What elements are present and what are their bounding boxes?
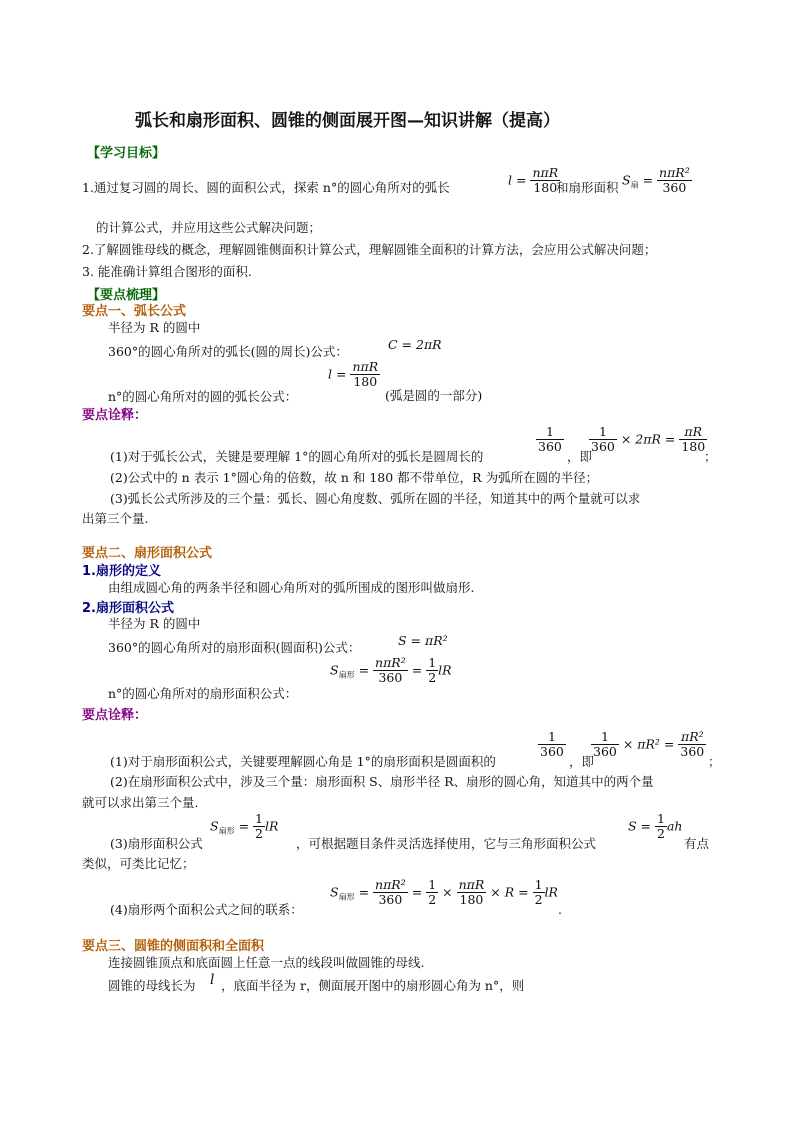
times: ×	[442, 884, 453, 900]
denominator: 360	[593, 744, 617, 760]
s2-note-1: (1)对于扇形面积公式，关键要理解圆心角是 1°的扇形面积是圆面积的	[110, 754, 496, 769]
s2-note-4-end: .	[558, 902, 562, 917]
page-title: 弧长和扇形面积、圆锥的侧面展开图—知识讲解（提高）	[135, 111, 560, 131]
numerator: 1	[534, 877, 543, 892]
ah: ah	[666, 818, 683, 834]
s2-definition: 由组成圆心角的两条半径和圆心角所对的弧所围成的图形叫做扇形.	[108, 580, 475, 595]
s1-note-2: (2)公式中的 n 表示 1°圆心角的倍数，故 n 和 180 都不带单位，R 为弧所在圆的半径；	[110, 470, 599, 485]
s3-line-2: 圆锥的母线长为	[108, 978, 196, 993]
s2-notes-heading: 要点诠释：	[82, 708, 148, 723]
goal-1-post: 的计算公式，并应用这些公式解决问题；	[96, 220, 322, 235]
fraction	[538, 730, 566, 760]
denominator: 180	[459, 892, 484, 908]
s2-sub-1: 1.扇形的定义	[82, 564, 161, 579]
l-symbol: l =	[328, 366, 347, 382]
equals: =	[238, 818, 250, 834]
denominator: 360	[540, 744, 564, 760]
fraction	[426, 656, 438, 686]
one-over-360-b	[538, 730, 566, 760]
s1-note-1: (1)对于弧长公式，关键是要理解 1°的圆心角所对的弧长是圆周长的	[110, 449, 484, 464]
lr: lR	[438, 662, 452, 678]
s1-line-3: n°的圆心角所对的圆的弧长公式：	[108, 389, 298, 404]
s2-note-2b: 就可以求出第三个量.	[82, 795, 199, 810]
s3-line-2-post: ，底面半径为 r，侧面展开图中的扇形圆心角为 n°，则	[221, 978, 525, 993]
fraction	[373, 656, 408, 686]
s-symbol: S	[330, 662, 339, 678]
numerator: πR²	[678, 730, 706, 745]
numerator: 1	[589, 425, 617, 440]
s2-line-3: n°的圆心角所对的扇形面积公式：	[108, 686, 298, 701]
fraction	[350, 360, 380, 390]
s2-note-3b: 类似，可类比记忆；	[82, 856, 195, 871]
sector-subscript: 扇形	[218, 826, 235, 836]
numerator: 1	[255, 811, 263, 826]
s1-line-3-note: (弧是圆的一部分)	[385, 388, 483, 403]
equals: =	[411, 884, 423, 900]
goal-2: 2.了解圆锥母线的概念，理解圆锥侧面积计算公式，理解圆锥全面积的计算方法，会应用公式解决问题；	[82, 242, 657, 257]
fraction	[657, 166, 692, 196]
equals: =	[642, 172, 654, 188]
s2-note-3-mid: ，可根据题目条件灵活选择使用，它与三角形面积公式	[296, 836, 597, 851]
arc-derivation	[589, 425, 707, 455]
arc-length-formula	[508, 166, 560, 196]
s1-line-1: 半径为 R 的圆中	[108, 320, 201, 335]
denominator: 180	[353, 374, 378, 390]
s1-note-1-mid: ，即	[567, 449, 593, 464]
s1-line-2: 360°的圆心角所对的弧长(圆的周长)公式：	[108, 344, 348, 359]
s2-note-4: (4)扇形两个面积公式之间的联系：	[110, 902, 303, 917]
numerator: nπR	[532, 165, 559, 180]
points-heading: 【要点梳理】	[87, 288, 166, 303]
numerator: 1	[538, 730, 566, 745]
section-3-heading: 要点三、圆锥的侧面积和全面积	[82, 939, 265, 954]
one-over-360	[536, 425, 564, 455]
goal-1-text: 1.通过复习圆的周长、圆的面积公式，探索 n°的圆心角所对的弧长	[82, 180, 450, 195]
equals: =	[358, 662, 370, 678]
s2-line-1: 半径为 R 的圆中	[108, 616, 201, 631]
s1-notes-heading: 要点诠释：	[82, 408, 148, 423]
numerator: nπR	[352, 359, 379, 374]
numerator: 1	[428, 877, 437, 892]
s2-note-2a: (2)在扇形面积公式中，涉及三个量：扇形面积 S、扇形半径 R、扇形的圆心角，知道其中的两个量	[110, 774, 654, 789]
sector-formula-relation	[330, 878, 558, 908]
denominator: 2	[657, 826, 665, 842]
s2-sub-2: 2.扇形面积公式	[82, 601, 174, 616]
sector-area-formula	[622, 166, 692, 196]
denominator: 360	[538, 439, 562, 455]
numerator: 1	[428, 655, 437, 670]
fraction	[679, 425, 707, 455]
numerator: nπR²	[375, 655, 406, 670]
sector-area-formula-2	[330, 656, 452, 686]
s2-note-1-mid: ，即	[569, 754, 595, 769]
numerator: 1	[536, 425, 564, 440]
l-symbol: l =	[508, 172, 527, 188]
denominator: 360	[378, 670, 403, 686]
fraction	[457, 878, 487, 908]
lr: lR	[544, 884, 558, 900]
equals: =	[411, 662, 423, 678]
times-r: × R =	[490, 884, 529, 900]
s2-note-3: (3)扇形面积公式	[110, 836, 203, 851]
denominator: 360	[591, 439, 615, 455]
s1-note-3b: 出第三个量.	[82, 511, 149, 526]
fraction	[655, 812, 667, 842]
s1-note-3a: (3)弧长公式所涉及的三个量：弧长、圆心角度数、弧所在圆的半径，知道其中的两个量就可以求	[110, 491, 641, 506]
goal-3: 3. 能准确计算组合图形的面积.	[82, 264, 252, 279]
times-2pir: × 2πR =	[620, 431, 676, 447]
circle-area-formula: S = πR²	[398, 633, 448, 648]
s-symbol: S	[330, 884, 339, 900]
fraction	[426, 878, 438, 908]
denominator: 2	[428, 670, 437, 686]
denominator: 180	[681, 439, 706, 455]
sector-subscript: 扇	[630, 180, 639, 190]
denominator: 360	[662, 180, 687, 196]
numerator: nπR²	[659, 165, 690, 180]
equals: =	[358, 884, 370, 900]
fraction	[591, 730, 619, 760]
s2-note-3-post: 有点	[684, 836, 710, 851]
fraction	[373, 878, 408, 908]
numerator: nπR	[458, 877, 485, 892]
numerator: nπR²	[375, 877, 406, 892]
fraction	[536, 425, 564, 455]
fraction	[533, 878, 545, 908]
fraction	[253, 812, 265, 842]
s-equals: S =	[628, 818, 652, 834]
denominator: 2	[255, 826, 263, 842]
s-symbol: S	[210, 818, 219, 834]
sector-lr-formula	[210, 812, 278, 842]
s3-line-1: 连接圆锥顶点和底面圆上任意一点的线段叫做圆锥的母线.	[108, 955, 425, 970]
sector-subscript: 扇形	[338, 670, 355, 680]
sector-subscript: 扇形	[338, 892, 355, 902]
numerator: 1	[657, 811, 665, 826]
fraction	[589, 425, 617, 455]
numerator: πR	[679, 425, 707, 440]
denominator: 360	[378, 892, 403, 908]
arc-length-formula-2	[328, 360, 380, 390]
s2-line-2: 360°的圆心角所对的扇形面积(圆面积)公式：	[108, 640, 361, 655]
area-derivation	[591, 730, 706, 760]
section-2-heading: 要点二、扇形面积公式	[82, 546, 213, 561]
s1-note-1-end: ；	[704, 449, 717, 464]
denominator: 180	[533, 180, 558, 196]
section-1-heading: 要点一、弧长公式	[82, 304, 187, 319]
denominator: 2	[428, 892, 437, 908]
goal-1-mid: 和扇形面积	[556, 180, 619, 195]
denominator: 2	[534, 892, 543, 908]
circumference-formula: C = 2πR	[388, 337, 442, 352]
numerator: 1	[591, 730, 619, 745]
goals-heading: 【学习目标】	[87, 146, 166, 161]
s2-note-1-end: ；	[708, 754, 721, 769]
times-pir2: × πR² =	[622, 736, 675, 752]
fraction	[678, 730, 706, 760]
l-symbol: l	[210, 972, 215, 988]
s-symbol: S	[622, 172, 631, 188]
triangle-area-formula	[628, 812, 682, 842]
lr: lR	[264, 818, 279, 834]
denominator: 360	[680, 744, 705, 760]
